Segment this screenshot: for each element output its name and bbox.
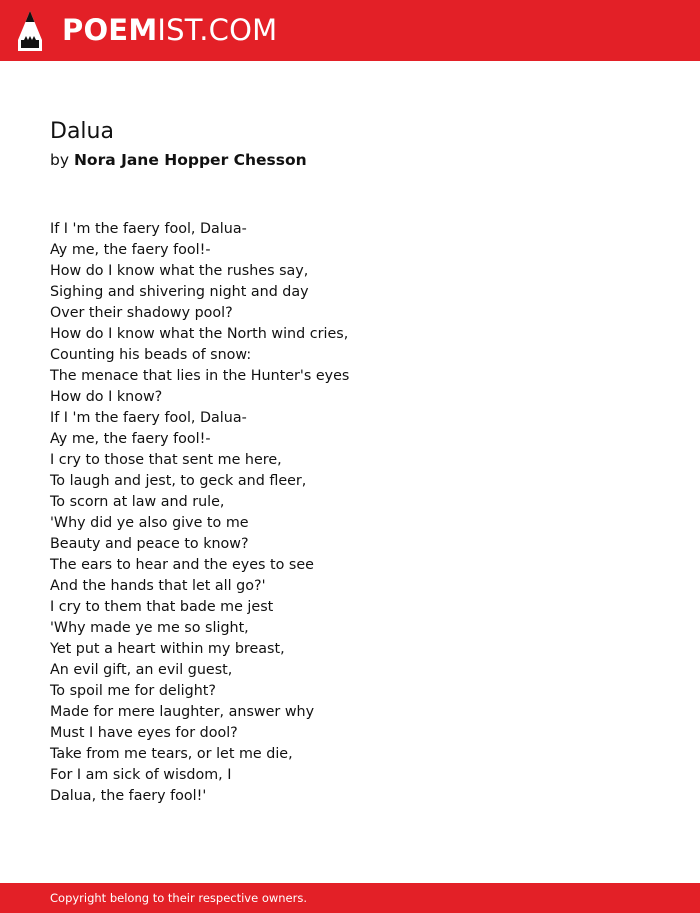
site-logo[interactable] [62,12,277,48]
poem-author: Nora Jane Hopper Chesson [73,151,307,169]
poem-line: An evil gift, an evil guest, [50,662,233,678]
poem-line: And the hands that let all go?' [50,578,266,594]
logo-bold-text: POEM [62,13,158,47]
poem-line: Take from me tears, or let me die, [50,746,293,762]
site-footer [0,883,700,913]
poem-line: I cry to them that bade me jest [50,599,274,615]
poem-line: How do I know what the North wind cries, [50,326,349,342]
poem-line: To spoil me for delight? [50,683,216,699]
poem-line: Ay me, the faery fool!- [50,431,211,447]
poem-line: How do I know? [50,389,163,405]
copyright-text: Copyright belong to their respective owners. [50,891,308,905]
poem-line: 'Why did ye also give to me [50,515,249,531]
poem-line: If I 'm the faery fool, Dalua- [50,410,247,426]
poem-byline [50,149,650,171]
poem-line: Must I have eyes for dool? [50,725,238,741]
poem-line: The ears to hear and the eyes to see [50,557,314,573]
poem-line: I cry to those that sent me here, [50,452,282,468]
poem-line: To scorn at law and rule, [50,494,225,510]
poem-content [50,115,650,807]
site-header [0,0,700,61]
by-label: by [50,151,70,169]
poem-body [50,219,650,807]
poem-line: Ay me, the faery fool!- [50,242,211,258]
poem-line: Counting his beads of snow: [50,347,252,363]
poem-line: Beauty and peace to know? [50,536,249,552]
poem-line: Dalua, the faery fool!' [50,788,207,804]
logo-light-text: IST.COM [157,13,278,47]
poem-line: To laugh and jest, to geck and fleer, [50,473,307,489]
poem-line: Over their shadowy pool? [50,305,233,321]
poem-line: For I am sick of wisdom, I [50,767,232,783]
poem-line: Sighing and shivering night and day [50,284,309,300]
poem-line: How do I know what the rushes say, [50,263,309,279]
poem-line: 'Why made ye me so slight, [50,620,249,636]
poem-line: Yet put a heart within my breast, [50,641,285,657]
poem-line: If I 'm the faery fool, Dalua- [50,221,247,237]
poem-title: Dalua [50,119,114,144]
pencil-tip-icon[interactable] [17,10,43,52]
poem-line: The menace that lies in the Hunter's eyes [50,368,350,384]
poem-line: Made for mere laughter, answer why [50,704,315,720]
